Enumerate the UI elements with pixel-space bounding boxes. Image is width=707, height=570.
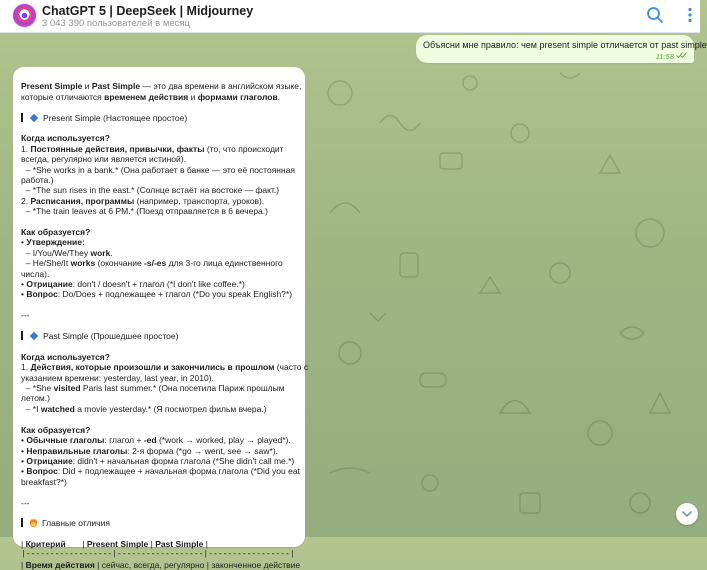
chat-header: [0, 0, 700, 33]
search-icon[interactable]: [646, 6, 664, 24]
blue-diamond-icon: [30, 113, 38, 121]
section-heading: Present Simple (Настоящее простое): [21, 113, 299, 123]
section-heading: Past Simple (Прошедшее простое): [21, 331, 299, 341]
subheading: Как образуется?: [21, 424, 91, 435]
separator: ---: [21, 497, 30, 508]
text-line: летом.): [21, 393, 50, 404]
text-line: • Отрицание: don't / doesn't + глагол (*I don't like coffee.*): [21, 279, 245, 290]
incoming-message-text: [21, 71, 309, 570]
table-row: | Время действия | сейчас, всегда, регулярно | законченное действие: [21, 559, 301, 570]
double-check-icon: [676, 52, 687, 59]
text-line: числа).: [21, 268, 50, 279]
chevron-down-icon: [681, 508, 693, 520]
text-line: • Вопрос: Do/Does + подлежащее + глагол (*Do you speak English?*): [21, 289, 293, 300]
text-line: • Вопрос: Did + подлежащее + начальная форма глагола (*Did you eat: [21, 466, 300, 477]
text-line: которые отличаются временем действия и формами глаголов.: [21, 91, 281, 102]
text-line: • Обычные глаголы: глагол + -ed (*work → worked, play → played*).: [21, 435, 291, 446]
text-line: Present Simple и Past Simple — это два времени в английском языке,: [21, 81, 302, 92]
menu-icon[interactable]: [681, 6, 699, 24]
channel-subscribers: 3 043 390 пользователей в месяц: [42, 18, 190, 29]
text-line: 2. Расписания, программы (например, транспорта, уроков).: [21, 195, 265, 206]
text-line: работа.): [21, 175, 54, 186]
text-line: указанием времени: yesterday, last year, in 2010).: [21, 372, 214, 383]
section-heading: Главные отличия: [21, 518, 299, 528]
scroll-to-bottom-button[interactable]: [676, 503, 698, 525]
text-line: – *I watched a movie yesterday.* (Я посмотрел фильм вчера.): [21, 403, 267, 414]
blue-diamond-icon: [30, 332, 38, 340]
text-line: • Неправильные глаголы: 2-я форма (*go → went, see → saw*).: [21, 445, 279, 456]
subheading: Как образуется?: [21, 227, 91, 238]
incoming-message[interactable]: [13, 67, 309, 570]
message-time: 11:58: [655, 52, 674, 61]
text-line: – *She visited Paris last summer.* (Она посетила Париж прошлым: [21, 383, 285, 394]
fire-icon: [30, 518, 37, 527]
text-line: • Отрицание: didn't + начальная форма глагола (*She didn't call me.*): [21, 455, 295, 466]
subheading: Когда используется?: [21, 133, 110, 144]
text-line: всегда, регулярно или является истиной).: [21, 154, 186, 165]
table-header: | Критерий | Present Simple | Past Simple |: [21, 539, 208, 550]
channel-title[interactable]: ChatGPT 5 | DeepSeek | Midjourney: [42, 4, 254, 18]
text-line: – He/She/It works (окончание -s/-es для 3-го лица единственного: [21, 258, 283, 269]
text-line: 1. Действия, которые произошли и закончились в прошлом (часто с: [21, 362, 309, 373]
message-meta: [656, 52, 687, 61]
text-line: breakfast?*): [21, 476, 67, 487]
subheading: Когда используется?: [21, 351, 110, 362]
text-line: 1. Постоянные действия, привычки, факты (то, что происходит: [21, 143, 284, 154]
text-line: – *She works in a bank.* (Она работает в банке — это её постоянная: [21, 164, 296, 175]
text-line: – I/You/We/They work.: [21, 247, 113, 258]
text-line: – *The sun rises in the east.* (Солнце встаёт на востоке — факт.): [21, 185, 280, 196]
outgoing-message[interactable]: [416, 35, 707, 63]
text-line: • Утверждение:: [21, 237, 85, 248]
text-line: – *The train leaves at 6 PM.* (Поезд отправляется в 6 вечера.): [21, 206, 268, 217]
outgoing-message-text: Объясни мне правило: чем present simple отличается от past simple: [423, 40, 707, 50]
separator: ---: [21, 310, 30, 321]
table-rule: |------------------|------------------|-----------------|: [21, 549, 295, 559]
channel-avatar[interactable]: [12, 3, 37, 28]
